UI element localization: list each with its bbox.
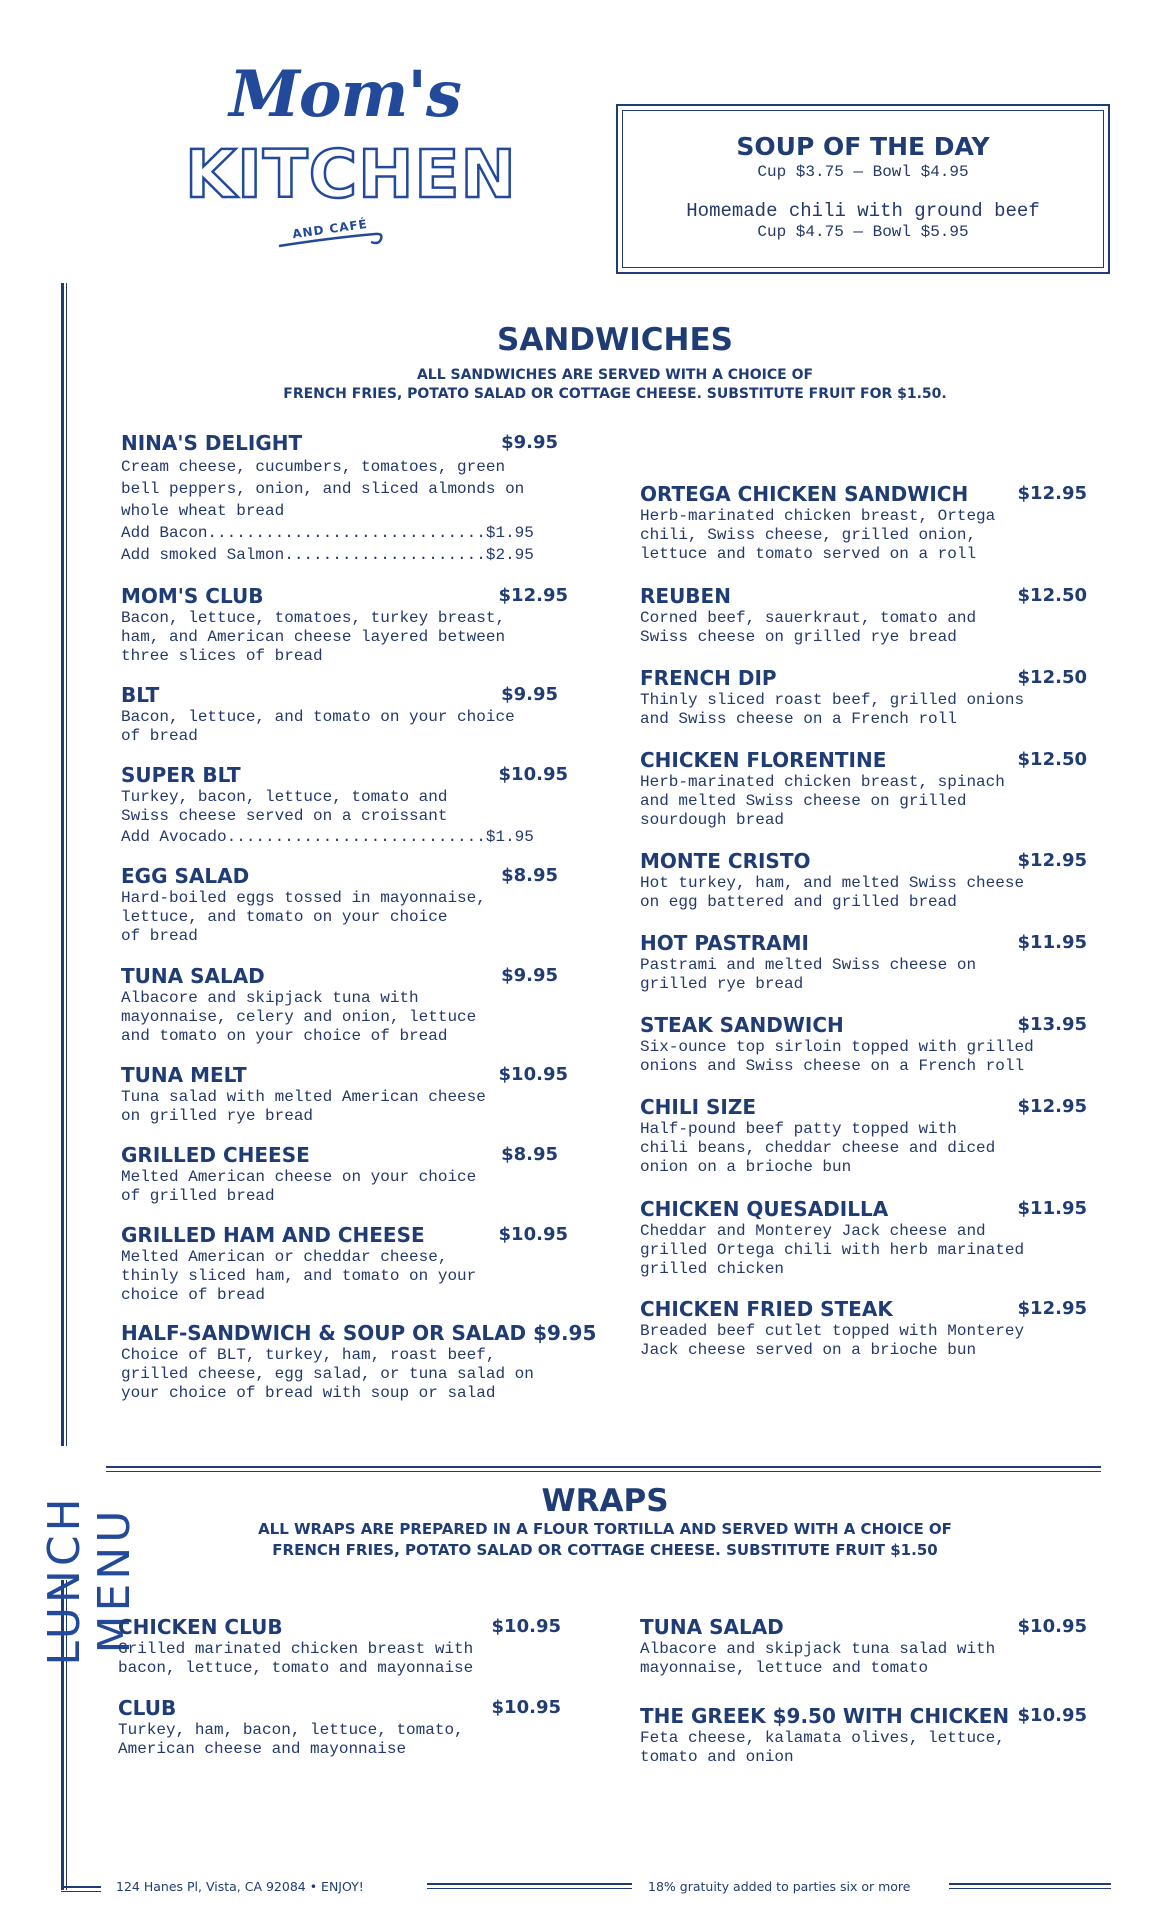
item-price: $10.95: [498, 764, 568, 785]
section-divider: [106, 1471, 1101, 1472]
item-price: $13.95: [1017, 1014, 1087, 1035]
menu-item-chili-size: [640, 1094, 1087, 1177]
item-description: Herb-marinated chicken breast, Ortega chili, Swiss cheese, grilled onion, lettuce and tomato served on a roll: [640, 507, 996, 563]
item-description: Bacon, lettuce, and tomato on your choice of bread: [121, 708, 515, 745]
item-description: Albacore and skipjack tuna salad with mayonnaise, lettuce and tomato: [640, 1640, 996, 1677]
menu-item-ortega-chicken-sandwich: [640, 481, 1087, 564]
menu-item-tuna-salad: [121, 963, 558, 1046]
item-price: $9.95: [501, 965, 558, 986]
item-description: Breaded beef cutlet topped with Monterey Jack cheese served on a brioche bun: [640, 1322, 1025, 1359]
menu-item-club-wrap: [118, 1695, 561, 1759]
item-name: TUNA SALAD: [640, 1615, 784, 1639]
item-description: Melted American or cheddar cheese, thinly sliced ham, and tomato on your choice of bread: [121, 1248, 477, 1304]
item-description: Tuna salad with melted American cheese on grilled rye bread: [121, 1088, 486, 1125]
item-price: $12.95: [1017, 1096, 1087, 1117]
item-description: Cream cheese, cucumbers, tomatoes, green bell peppers, onion, and sliced almonds on whole wheat bread: [121, 458, 525, 520]
item-price: $10.95: [498, 1064, 568, 1085]
logo-cafe: AND CAFÉ: [291, 216, 369, 242]
soup-of-the-day-box: [616, 104, 1110, 274]
menu-item-egg-salad: [121, 863, 558, 946]
item-name: EGG SALAD: [121, 864, 250, 888]
menu-item-chicken-club-wrap: [118, 1614, 561, 1678]
item-description: Turkey, bacon, lettuce, tomato and Swiss cheese served on a croissant: [121, 788, 448, 825]
wraps-subtitle-2: FRENCH FRIES, POTATO SALAD OR COTTAGE CHEESE. SUBSTITUTE FRUIT $1.50: [272, 1541, 938, 1559]
sandwiches-title: SANDWICHES: [497, 322, 733, 358]
item-description: Grilled marinated chicken breast with bacon, lettuce, tomato and mayonnaise: [118, 1640, 474, 1677]
soup-title: SOUP OF THE DAY: [736, 132, 990, 161]
item-description: Albacore and skipjack tuna with mayonnaise, celery and onion, lettuce and tomato on your choice of bread: [121, 989, 477, 1045]
menu-item-half-sandwich: [121, 1320, 597, 1403]
footer-rule: [427, 1888, 632, 1889]
item-price: $10.95: [498, 1224, 568, 1245]
item-name: HALF-SANDWICH & SOUP OR SALAD $9.95: [121, 1321, 597, 1345]
logo-kitchen: KITCHEN: [185, 136, 517, 213]
menu-item-super-blt: [121, 762, 571, 848]
logo-script: Mom's: [229, 57, 461, 132]
item-price: $12.95: [1017, 1298, 1087, 1319]
menu-item-grilled-ham-and-cheese: [121, 1222, 568, 1305]
menu-item-tuna-salad-wrap: [640, 1614, 1087, 1678]
item-description: Hot turkey, ham, and melted Swiss cheese on egg battered and grilled bread: [640, 874, 1025, 911]
footer-rule: [949, 1883, 1111, 1885]
menu-item-tuna-melt: [121, 1062, 568, 1126]
item-description: Corned beef, sauerkraut, tomato and Swiss cheese on grilled rye bread: [640, 609, 977, 646]
footer-rule: [61, 1886, 101, 1888]
item-name: TUNA MELT: [121, 1063, 247, 1087]
section-divider: [106, 1466, 1101, 1468]
footer-gratuity: 18% gratuity added to parties six or more: [648, 1879, 911, 1894]
menu-item-blt: [121, 682, 558, 746]
item-name: SUPER BLT: [121, 763, 241, 787]
item-description: Pastrami and melted Swiss cheese on grilled rye bread: [640, 956, 977, 993]
item-name: MONTE CRISTO: [640, 849, 811, 873]
item-name: THE GREEK $9.50 WITH CHICKEN: [640, 1704, 1010, 1728]
wraps-title: WRAPS: [541, 1483, 669, 1519]
item-name: GRILLED CHEESE: [121, 1143, 310, 1167]
soup-special-price: Cup $4.75 — Bowl $5.95: [757, 223, 969, 241]
item-price: $10.95: [491, 1697, 561, 1718]
item-description: Bacon, lettuce, tomatoes, turkey breast, ham, and American cheese layered between three slices of bread: [121, 609, 506, 665]
soup-special: Homemade chili with ground beef: [686, 200, 1040, 222]
side-rule: [61, 283, 64, 1446]
item-description: Feta cheese, kalamata olives, lettuce, tomato and onion: [640, 1729, 1005, 1766]
item-name: CHICKEN FRIED STEAK: [640, 1297, 893, 1321]
item-name: CHILI SIZE: [640, 1095, 757, 1119]
menu-item-greek-wrap: [640, 1703, 1087, 1767]
menu-item-chicken-florentine: [640, 747, 1087, 830]
item-name: FRENCH DIP: [640, 666, 777, 690]
item-name: BLT: [121, 683, 160, 707]
item-price: $11.95: [1017, 932, 1087, 953]
menu-item-chicken-quesadilla: [640, 1196, 1087, 1279]
item-addon: Add Avocado...........................$1.95: [121, 828, 534, 846]
footer-rule: [949, 1888, 1111, 1889]
menu-item-monte-cristo: [640, 848, 1087, 912]
menu-item-moms-club: [121, 583, 568, 666]
item-price: $12.50: [1017, 667, 1087, 688]
soup-price: Cup $3.75 — Bowl $4.95: [757, 163, 969, 181]
item-description: Melted American cheese on your choice of grilled bread: [121, 1168, 477, 1205]
item-description: Herb-marinated chicken breast, spinach and melted Swiss cheese on grilled sourdough bread: [640, 773, 1005, 829]
item-price: $10.95: [1017, 1705, 1087, 1726]
menu-item-steak-sandwich: [640, 1012, 1087, 1076]
item-description: Turkey, ham, bacon, lettuce, tomato, American cheese and mayonnaise: [118, 1721, 464, 1758]
item-description: Half-pound beef patty topped with chili beans, cheddar cheese and diced onion on a brioche bun: [640, 1120, 996, 1176]
item-name: HOT PASTRAMI: [640, 931, 809, 955]
item-price: $11.95: [1017, 1198, 1087, 1219]
item-name: CHICKEN QUESADILLA: [640, 1197, 889, 1221]
item-name: MOM'S CLUB: [121, 584, 264, 608]
side-label-lunch-menu: LUNCH MENU: [39, 1494, 140, 1666]
wraps-subtitle-1: ALL WRAPS ARE PREPARED IN A FLOUR TORTILLA AND SERVED WITH A CHOICE OF: [258, 1520, 952, 1538]
item-description: Six-ounce top sirloin topped with grilled onions and Swiss cheese on a French roll: [640, 1038, 1034, 1075]
menu-item-chicken-fried-steak: [640, 1296, 1087, 1360]
item-price: $9.95: [501, 684, 558, 705]
menu-item-french-dip: [640, 665, 1087, 729]
item-name: REUBEN: [640, 584, 731, 608]
item-name: CHICKEN FLORENTINE: [640, 748, 887, 772]
item-description: Hard-boiled eggs tossed in mayonnaise, lettuce, and tomato on your choice of bread: [121, 889, 486, 945]
item-price: $8.95: [501, 1144, 558, 1165]
sandwiches-subtitle-1: ALL SANDWICHES ARE SERVED WITH A CHOICE OF: [416, 367, 814, 383]
item-price: $12.95: [1017, 850, 1087, 871]
item-price: $10.95: [491, 1616, 561, 1637]
item-description: Cheddar and Monterey Jack cheese and grilled Ortega chili with herb marinated grilled chicken: [640, 1222, 1025, 1278]
footer-rule: [61, 1891, 101, 1892]
menu-item-grilled-cheese: [121, 1142, 558, 1206]
item-name: NINA'S DELIGHT: [121, 431, 303, 455]
menu-item-ninas-delight: [121, 430, 571, 566]
item-price: $9.95: [501, 432, 558, 453]
item-name: CHICKEN CLUB: [118, 1615, 283, 1639]
item-name: STEAK SANDWICH: [640, 1013, 844, 1037]
item-name: GRILLED HAM AND CHEESE: [121, 1223, 425, 1247]
footer-address: 124 Hanes Pl, Vista, CA 92084 • ENJOY!: [116, 1879, 364, 1894]
item-price: $12.50: [1017, 585, 1087, 606]
item-addon: Add Bacon.............................$1.95: [121, 524, 534, 542]
menu-item-hot-pastrami: [640, 930, 1087, 994]
side-rule: [66, 283, 67, 1446]
item-name: CLUB: [118, 1696, 177, 1720]
footer-rule: [427, 1883, 632, 1885]
item-price: $8.95: [501, 865, 558, 886]
sandwiches-subtitle-2: FRENCH FRIES, POTATO SALAD OR COTTAGE CHEESE. SUBSTITUTE FRUIT FOR $1.50.: [283, 386, 947, 402]
item-price: $12.95: [1017, 483, 1087, 504]
item-description: Thinly sliced roast beef, grilled onions and Swiss cheese on a French roll: [640, 691, 1025, 728]
item-name: TUNA SALAD: [121, 964, 265, 988]
item-description: Choice of BLT, turkey, ham, roast beef, grilled cheese, egg salad, or tuna salad on your choice of bread with soup or salad: [121, 1346, 534, 1402]
item-price: $10.95: [1017, 1616, 1087, 1637]
menu-item-reuben: [640, 583, 1087, 647]
item-addon: Add smoked Salmon.....................$2.95: [121, 546, 534, 564]
item-name: ORTEGA CHICKEN SANDWICH: [640, 482, 969, 506]
item-price: $12.50: [1017, 749, 1087, 770]
item-price: $12.95: [498, 585, 568, 606]
